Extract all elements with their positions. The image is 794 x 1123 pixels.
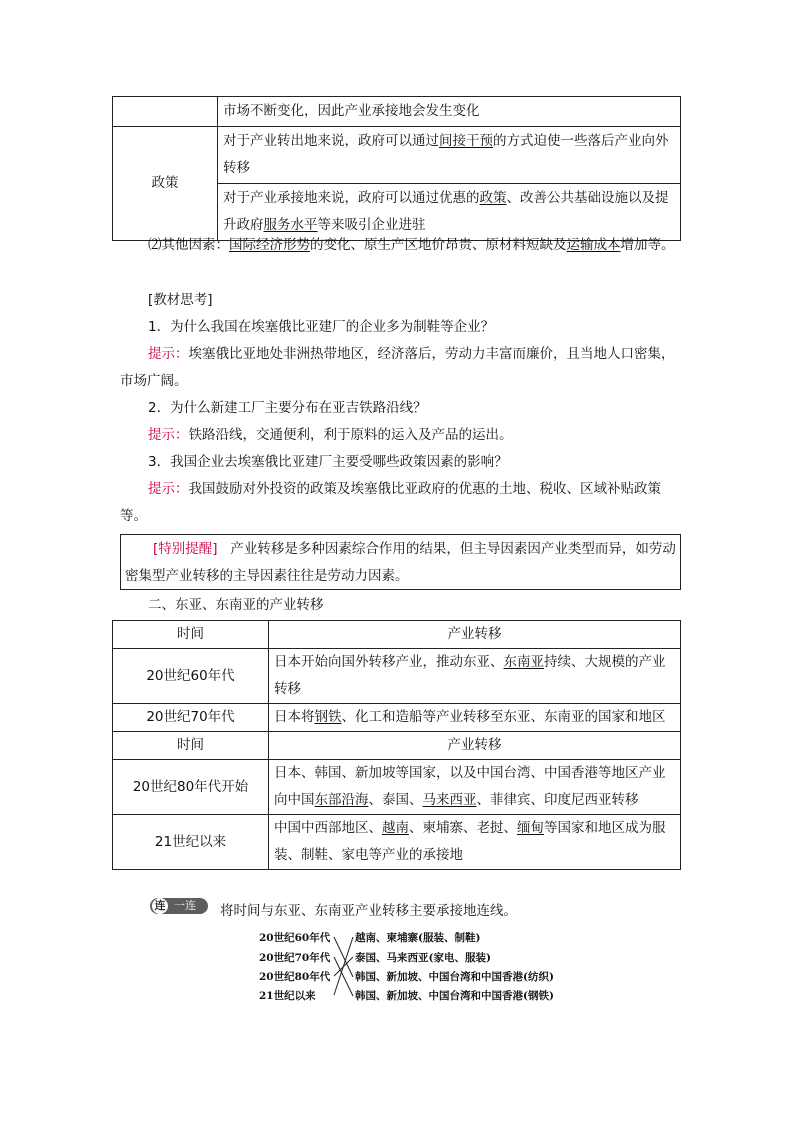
underlined-term: 钢铁 <box>314 709 342 725</box>
text: 日本、韩国、新加坡等国家，以及中国台湾、中国香港等地区产业向中国 <box>274 765 666 808</box>
header-time: 时间 <box>113 621 269 649</box>
match-right-3: 韩国、新加坡、中国台湾和中国香港(纺织) <box>355 971 554 983</box>
hint-label: 提示： <box>148 427 189 443</box>
underlined-term: 马来西亚 <box>422 792 477 808</box>
text: 增加等。 <box>620 237 675 253</box>
text: 、柬埔寨、老挝、 <box>409 820 517 836</box>
time-cell: 20世纪60年代 <box>113 649 269 704</box>
match-right-2: 泰国、马来西亚(家电、服装) <box>355 952 491 964</box>
text: 日本将 <box>274 709 315 725</box>
policy-row0-cell: 市场不断变化，因此产业承接地会发生变化 <box>218 97 681 127</box>
connector-line <box>334 937 353 995</box>
match-right-1: 越南、柬埔寨(服装、制鞋) <box>355 932 481 944</box>
underlined-term: 国际经济形势 <box>229 237 310 253</box>
text: 对于产业承接地来说，政府可以通过优惠的 <box>223 190 480 206</box>
match-right-4: 韩国、新加坡、中国台湾和中国香港(钢铁) <box>355 990 554 1002</box>
section-title: 二、东亚、东南亚的产业转移 <box>148 597 324 613</box>
text: 、化工和造船等产业转移至东亚、东南亚的国家和地区 <box>341 709 666 725</box>
connector-line <box>334 957 353 996</box>
hint-label: 提示： <box>148 481 189 497</box>
badge-char: 连 <box>152 898 168 914</box>
textbook-heading: [教材思考] <box>148 292 213 308</box>
text: 等来吸引企业进驻 <box>317 217 426 233</box>
text: 日本开始向国外转移产业，推动东亚、 <box>274 654 504 670</box>
question-3: 3．我国企业去埃塞俄比亚建厂主要受哪些政策因素的影响？ <box>148 454 508 470</box>
question-1: 1．为什么我国在埃塞俄比亚建厂的企业多为制鞋等企业？ <box>148 319 495 335</box>
question-2: 2．为什么新建工厂主要分布在亚吉铁路沿线？ <box>148 400 427 416</box>
text: 等国家和地区成为服装、制鞋、家电等产业的承接地 <box>274 820 666 863</box>
text: 我国鼓励对外投资的政策及埃塞俄比亚政府的优惠的土地、税收、区域补贴政策等。 <box>120 481 661 524</box>
match-left-4: 21世纪以来 <box>259 990 316 1002</box>
underlined-term: 缅甸 <box>517 820 544 836</box>
header-transfer: 产业转移 <box>269 621 681 649</box>
policy-label-cell: 政策 <box>113 127 218 241</box>
note-tag: [特别提醒] <box>153 541 218 557</box>
time-cell: 21世纪以来 <box>113 815 269 870</box>
text: 的变化、原生产区地价昂贵、原材料短缺及 <box>310 237 567 253</box>
match-left-3: 20世纪80年代 <box>259 971 331 983</box>
connector-line <box>334 937 353 977</box>
time-cell: 20世纪70年代 <box>113 704 269 732</box>
text: 持续、大规模的产业转移 <box>274 654 666 697</box>
text: ⑵其他因素： <box>148 237 229 253</box>
connect-instruction: 将时间与东亚、东南亚产业转移主要承接地连线。 <box>220 903 517 919</box>
header-transfer: 产业转移 <box>269 732 681 760</box>
text: 埃塞俄比亚地处非洲热带地区，经济落后，劳动力丰富而廉价，且当地人口密集，市场广阔。 <box>120 346 675 389</box>
underlined-term: 越南 <box>382 820 409 836</box>
text: 中国中西部地区、 <box>274 820 382 836</box>
badge-text: 一连 <box>174 899 196 912</box>
match-left-2: 20世纪70年代 <box>259 952 331 964</box>
underlined-term: 间接干预 <box>439 133 493 149</box>
underlined-term: 运输成本 <box>566 237 621 253</box>
match-left-1: 20世纪60年代 <box>259 932 331 944</box>
text: 的方式迫使一些落后产业向外转移 <box>223 133 669 176</box>
underlined-term: 政策 <box>479 190 507 206</box>
hint-label: 提示： <box>148 346 189 362</box>
time-cell: 20世纪80年代开始 <box>113 760 269 815</box>
note-text: 产业转移是多种因素综合作用的结果，但主导因素因产业类型而异，如劳动密集型产业转移的主导因素往往是劳动力因素。 <box>125 541 676 584</box>
text: 、改善公共基础设施以及提升政府 <box>223 190 669 233</box>
underlined-term: 东南亚 <box>503 654 544 670</box>
text: 、菲律宾、印度尼西亚转移 <box>476 792 639 808</box>
text: 、泰国、 <box>368 792 423 808</box>
header-time: 时间 <box>113 732 269 760</box>
underlined-term: 东部沿海 <box>314 792 369 808</box>
underlined-term: 服务水平 <box>263 217 318 233</box>
text: 铁路沿线，交通便利，利于原料的运入及产品的运出。 <box>188 427 513 443</box>
text: 对于产业转出地来说，政府可以通过 <box>223 133 439 149</box>
